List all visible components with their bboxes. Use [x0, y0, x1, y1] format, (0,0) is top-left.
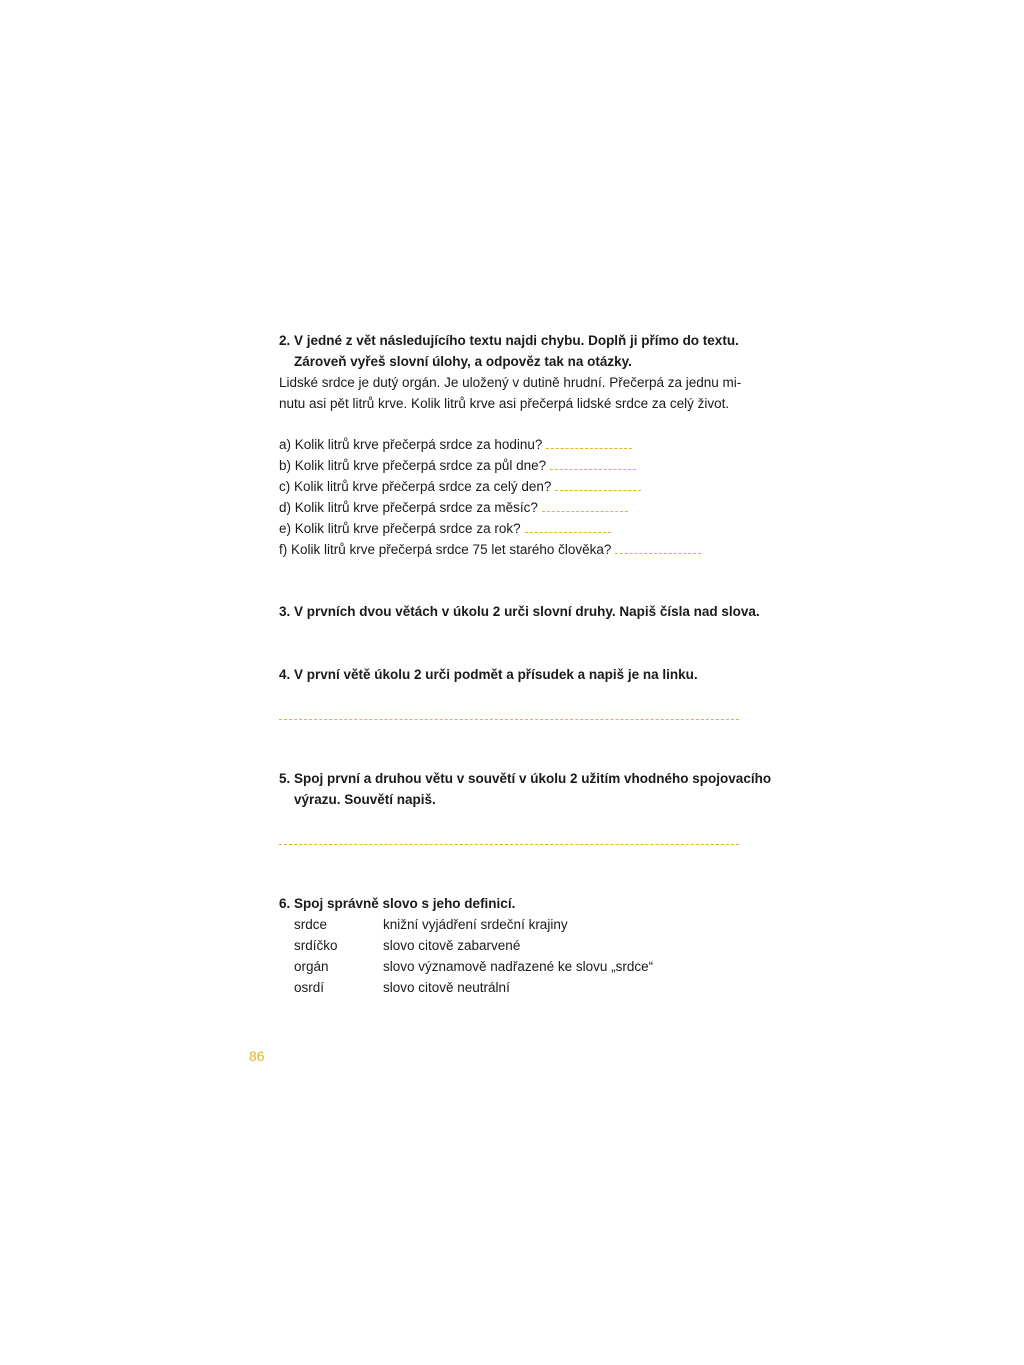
answer-blank[interactable]	[546, 447, 632, 449]
definition-item[interactable]: slovo citově neutrální	[383, 980, 510, 995]
answer-blank[interactable]	[525, 531, 611, 533]
question-d	[279, 497, 628, 518]
question-c	[279, 476, 641, 497]
task2-text-line1: Lidské srdce je dutý orgán. Je uložený v dutině hrudní. Přečerpá za jednu mi-	[279, 375, 742, 390]
task5-answer-line[interactable]	[279, 844, 739, 845]
question-text: a) Kolik litrů krve přečerpá srdce za hodinu?	[279, 437, 543, 452]
question-e	[279, 518, 611, 539]
question-a	[279, 434, 632, 455]
task2-heading-line1: 2. V jedné z vět následujícího textu najdi chybu. Doplň ji přímo do textu.	[279, 333, 739, 348]
question-text: e) Kolik litrů krve přečerpá srdce za rok?	[279, 521, 521, 536]
task2-text-line2: nutu asi pět litrů krve. Kolik litrů krve asi přečerpá lidské srdce za celý život.	[279, 396, 730, 411]
page-number: 86	[249, 1048, 265, 1064]
definition-item[interactable]: knižní vyjádření srdeční krajiny	[383, 917, 568, 932]
question-f	[279, 539, 701, 560]
word-item[interactable]: srdíčko	[294, 938, 338, 953]
task4-heading: 4. V první větě úkolu 2 urči podmět a přísudek a napiš je na linku.	[279, 667, 698, 682]
task5-heading-line1: 5. Spoj první a druhou větu v souvětí v úkolu 2 užitím vhodného spojovacího	[279, 771, 772, 786]
task2-heading-line2: Zároveň vyřeš slovní úlohy, a odpověz tak na otázky.	[294, 354, 632, 369]
answer-blank[interactable]	[550, 468, 636, 470]
question-text: d) Kolik litrů krve přečerpá srdce za měsíc?	[279, 500, 538, 515]
question-text: f) Kolik litrů krve přečerpá srdce 75 let starého člověka?	[279, 542, 612, 557]
answer-blank[interactable]	[555, 489, 641, 491]
question-b	[279, 455, 636, 476]
definition-item[interactable]: slovo významově nadřazené ke slovu „srdce“	[383, 959, 654, 974]
task3-heading: 3. V prvních dvou větách v úkolu 2 urči slovní druhy. Napiš čísla nad slova.	[279, 604, 760, 619]
answer-blank[interactable]	[615, 552, 701, 554]
answer-blank[interactable]	[542, 510, 628, 512]
word-item[interactable]: osrdí	[294, 980, 325, 995]
task4-answer-line[interactable]	[279, 719, 739, 720]
word-item[interactable]: srdce	[294, 917, 328, 932]
definition-item[interactable]: slovo citově zabarvené	[383, 938, 521, 953]
task6-heading: 6. Spoj správně slovo s jeho definicí.	[279, 896, 516, 911]
question-text: c) Kolik litrů krve přečerpá srdce za celý den?	[279, 479, 552, 494]
word-item[interactable]: orgán	[294, 959, 329, 974]
question-text: b) Kolik litrů krve přečerpá srdce za půl dne?	[279, 458, 547, 473]
task5-heading-line2: výrazu. Souvětí napiš.	[294, 792, 436, 807]
